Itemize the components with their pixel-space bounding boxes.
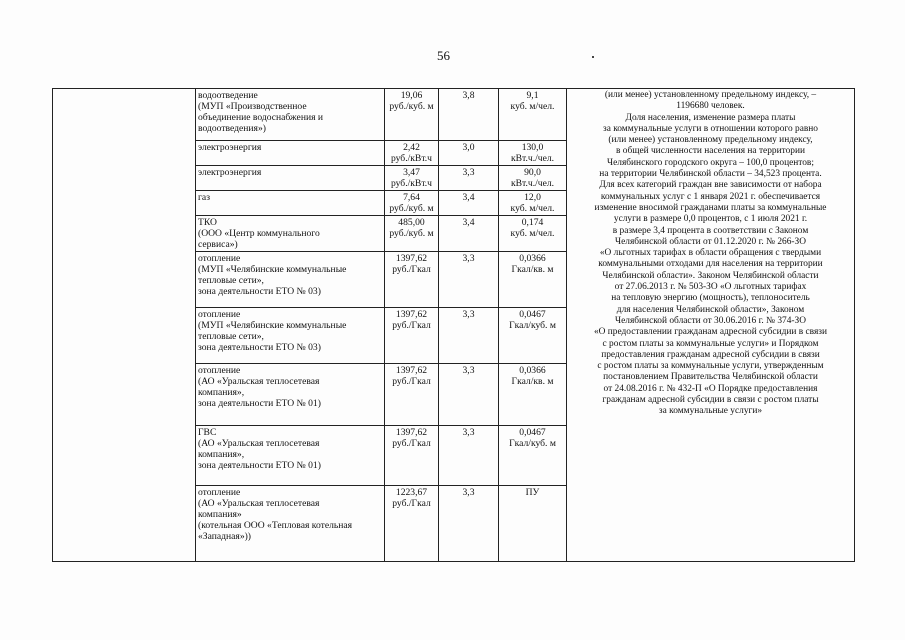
- volume-cell-line: Гкал/кв. м: [511, 376, 554, 387]
- note-line: для населения Челябинской области», Законом: [616, 304, 805, 315]
- tariff-cell: [385, 308, 439, 364]
- service-name-cell-line: отопление: [198, 253, 241, 264]
- tariff-cell-line: 2,42: [403, 142, 420, 153]
- volume-cell-line: кВт.ч./чел.: [510, 178, 555, 189]
- volume-cell: [499, 166, 567, 191]
- tariff-cell-line: руб./куб. м: [389, 228, 434, 239]
- volume-cell: [499, 308, 567, 364]
- note-line: Челябинской области от 01.12.2020 г. № 266-ЗО: [615, 236, 806, 247]
- tariff-cell-line: 1223,67: [395, 487, 428, 498]
- volume-cell-line: 90,0: [524, 167, 541, 178]
- note-line: Для всех категорий граждан вне зависимости от набора: [599, 180, 822, 191]
- service-name-cell-line: ТКО: [198, 217, 217, 228]
- service-name-cell-line: водоотведение: [198, 90, 258, 101]
- service-name-cell-line: (МУП «Производственное: [198, 101, 307, 112]
- tariff-cell-line: 1397,62: [395, 427, 428, 438]
- percent-cell: 3,3: [439, 252, 499, 308]
- service-name-cell: [196, 191, 385, 216]
- note-line: (или менее) установленному предельному индексу, –: [604, 90, 817, 100]
- service-name-cell-line: «Западная»)): [198, 531, 251, 542]
- tariff-cell-line: руб./Гкал: [392, 376, 431, 387]
- note-line: от 27.06.2013 г. № 503-ЗО «О льготных тарифах: [614, 282, 807, 293]
- tariff-cell: [385, 426, 439, 486]
- note-line: коммунальными отходами для населения на территории: [598, 259, 823, 270]
- note-line: услуги в размере 0,0 процентов, с 1 июля 2021 г.: [613, 214, 808, 225]
- percent-cell: 3,3: [439, 426, 499, 486]
- percent-cell: 3,0: [439, 141, 499, 166]
- service-name-cell-line: (АО «Уральская теплосетевая: [198, 498, 320, 509]
- note-line: Доля населения, изменение размера платы: [625, 112, 796, 123]
- percent-cell: 3,8: [439, 89, 499, 141]
- percent-cell: 3,4: [439, 216, 499, 252]
- tariff-cell-line: 19,06: [400, 90, 423, 101]
- tariff-cell-line: руб./кВт.ч: [390, 153, 433, 164]
- volume-cell-line: 0,0467: [519, 309, 546, 320]
- tariff-cell-line: 1397,62: [395, 365, 428, 376]
- note-line: постановлением Правительства Челябинской области: [603, 372, 818, 383]
- volume-cell: [499, 426, 567, 486]
- note-line: в размере 3,4 процента в соответствии с Законом: [612, 225, 809, 236]
- volume-cell: [499, 216, 567, 252]
- service-name-cell-line: (АО «Уральская теплосетевая: [198, 438, 320, 449]
- tariff-cell-line: руб./кВт.ч: [390, 178, 433, 189]
- tariff-cell: [385, 486, 439, 562]
- volume-cell-line: Гкал/куб. м: [509, 438, 556, 449]
- service-name-cell-line: тепловые сети»,: [198, 275, 264, 286]
- note-line: за коммунальные услуги в отношении которого равно: [602, 123, 818, 134]
- service-name-cell-line: зона деятельности ЕТО № 01): [198, 398, 321, 409]
- volume-cell-line: 0,0366: [519, 365, 546, 376]
- service-name-cell-line: электроэнергия: [198, 142, 262, 153]
- service-name-cell: [196, 364, 385, 426]
- service-name-cell-line: электроэнергия: [198, 167, 262, 178]
- tariff-cell-line: 7,64: [403, 192, 420, 203]
- service-name-cell-line: (котельная ООО «Тепловая котельная: [198, 520, 353, 531]
- service-name-cell: [196, 308, 385, 364]
- volume-cell-line: 9,1: [526, 90, 539, 101]
- service-name-cell-line: сервиса»): [198, 239, 238, 250]
- percent-cell: 3,3: [439, 486, 499, 562]
- note-line: (или менее) установленному предельному индексу,: [608, 135, 813, 146]
- note-line: Челябинской области от 30.06.2016 г. № 374-ЗО: [615, 315, 806, 326]
- volume-cell: [499, 486, 567, 562]
- service-name-cell-line: компания»,: [198, 449, 245, 460]
- tariff-cell: [385, 216, 439, 252]
- percent-cell: 3,4: [439, 191, 499, 216]
- page-number: 56: [437, 48, 450, 63]
- volume-cell-line: куб. м/чел.: [510, 101, 555, 112]
- service-name-cell-line: отопление: [198, 487, 241, 498]
- volume-cell: [499, 191, 567, 216]
- tariff-cell: [385, 364, 439, 426]
- tariff-cell-line: 1397,62: [395, 253, 428, 264]
- note-line: Челябинской области». Законом Челябинской области: [602, 270, 819, 281]
- service-name-cell-line: ГВС: [198, 427, 217, 438]
- volume-cell-line: 0,0366: [519, 253, 546, 264]
- note-line: с ростом платы за коммунальные услуги» и Порядком: [602, 338, 819, 349]
- percent-cell: 3,3: [439, 364, 499, 426]
- tariff-cell: [385, 141, 439, 166]
- service-name-cell-line: отопление: [198, 309, 241, 320]
- service-name-cell-line: зона деятельности ЕТО № 03): [198, 342, 321, 353]
- service-name-cell: [196, 426, 385, 486]
- note-line: с ростом платы за коммунальные услуги, утвержденным: [597, 361, 824, 372]
- service-name-cell: [196, 166, 385, 191]
- service-name-cell: [196, 252, 385, 308]
- service-name-cell-line: (МУП «Челябинские коммунальные: [198, 320, 347, 331]
- service-name-cell-line: отопление: [198, 365, 241, 376]
- service-name-cell-line: зона деятельности ЕТО № 03): [198, 286, 321, 297]
- tariff-cell: [385, 166, 439, 191]
- explanation-note-cell: [567, 89, 855, 562]
- service-name-cell-line: компания»,: [198, 387, 245, 398]
- tariff-cell: [385, 89, 439, 141]
- volume-cell: [499, 252, 567, 308]
- empty-category-cell: [53, 89, 196, 562]
- service-name-cell-line: (АО «Уральская теплосетевая: [198, 376, 320, 387]
- volume-cell-line: 0,0467: [519, 427, 546, 438]
- service-name-cell: [196, 89, 385, 141]
- tariff-cell: [385, 252, 439, 308]
- tariff-table: [52, 88, 855, 562]
- tariff-cell-line: руб./куб. м: [389, 101, 434, 112]
- volume-cell: [499, 89, 567, 141]
- note-line: за коммунальные услуги»: [658, 406, 763, 417]
- service-name-cell-line: объединение водоснабжения и: [198, 112, 324, 123]
- volume-cell-line: Гкал/куб. м: [509, 320, 556, 331]
- service-name-cell-line: тепловые сети»,: [198, 331, 264, 342]
- service-name-cell-line: (МУП «Челябинские коммунальные: [198, 264, 347, 275]
- service-name-cell: [196, 141, 385, 166]
- note-line: на тепловую энергию (мощность), теплоноситель: [611, 293, 810, 304]
- note-line: 1196680 человек.: [676, 101, 745, 112]
- note-line: «О предоставлении гражданам адресной субсидии в связи: [593, 327, 828, 338]
- service-name-cell-line: компания»: [198, 509, 242, 520]
- tariff-cell-line: руб./Гкал: [392, 264, 431, 275]
- volume-cell-line: Гкал/кв. м: [511, 264, 554, 275]
- service-name-cell-line: газ: [198, 192, 210, 203]
- volume-cell: [499, 141, 567, 166]
- volume-cell: [499, 364, 567, 426]
- service-name-cell: [196, 486, 385, 562]
- service-name-cell-line: водоотведения»): [198, 123, 266, 134]
- tariff-cell-line: руб./Гкал: [392, 498, 431, 509]
- tariff-cell-line: 485,00: [398, 217, 425, 228]
- volume-cell-line: 130,0: [521, 142, 544, 153]
- service-name-cell-line: зона деятельности ЕТО № 01): [198, 460, 321, 471]
- note-line: коммунальных услуг с 1 января 2021 г. обеспечивается: [600, 191, 821, 202]
- volume-cell-line: кВт.ч./чел.: [510, 153, 555, 164]
- note-line: в общей численности населения на территории: [616, 146, 805, 157]
- tariff-cell: [385, 191, 439, 216]
- tariff-cell-line: 3,47: [403, 167, 420, 178]
- volume-cell-line: 0,174: [521, 217, 544, 228]
- note-line: на территории Челябинской области – 34,523 процента.: [599, 169, 822, 180]
- tariff-table-body: [53, 89, 855, 562]
- volume-cell-line: 12,0: [524, 192, 541, 203]
- tariff-cell-line: руб./Гкал: [392, 320, 431, 331]
- tariff-cell-line: руб./куб. м: [389, 203, 434, 214]
- service-name-cell: [196, 216, 385, 252]
- volume-cell-line: куб. м/чел.: [510, 228, 555, 239]
- percent-cell: 3,3: [439, 308, 499, 364]
- scan-speck: [592, 56, 594, 58]
- percent-cell: 3,3: [439, 166, 499, 191]
- note-line: гражданам адресной субсидии в связи с ростом платы: [602, 395, 819, 406]
- volume-cell-line: ПУ: [525, 487, 540, 498]
- service-name-cell-line: (ООО «Центр коммунального: [198, 228, 320, 239]
- note-line: от 24.08.2016 г. № 432-П «О Порядке предоставления: [603, 383, 818, 394]
- table-row: [53, 89, 855, 141]
- note-line: изменение вносимой гражданами платы за коммунальные: [594, 202, 827, 213]
- tariff-cell-line: руб./Гкал: [392, 438, 431, 449]
- volume-cell-line: куб. м/чел.: [510, 203, 555, 214]
- note-line: предоставления гражданам адресной субсидии в связи: [601, 349, 820, 360]
- note-line: «О льготных тарифах в области обращения с твердыми: [599, 248, 822, 259]
- tariff-cell-line: 1397,62: [395, 309, 428, 320]
- note-line: Челябинского городского округа – 100,0 процентов;: [607, 157, 814, 168]
